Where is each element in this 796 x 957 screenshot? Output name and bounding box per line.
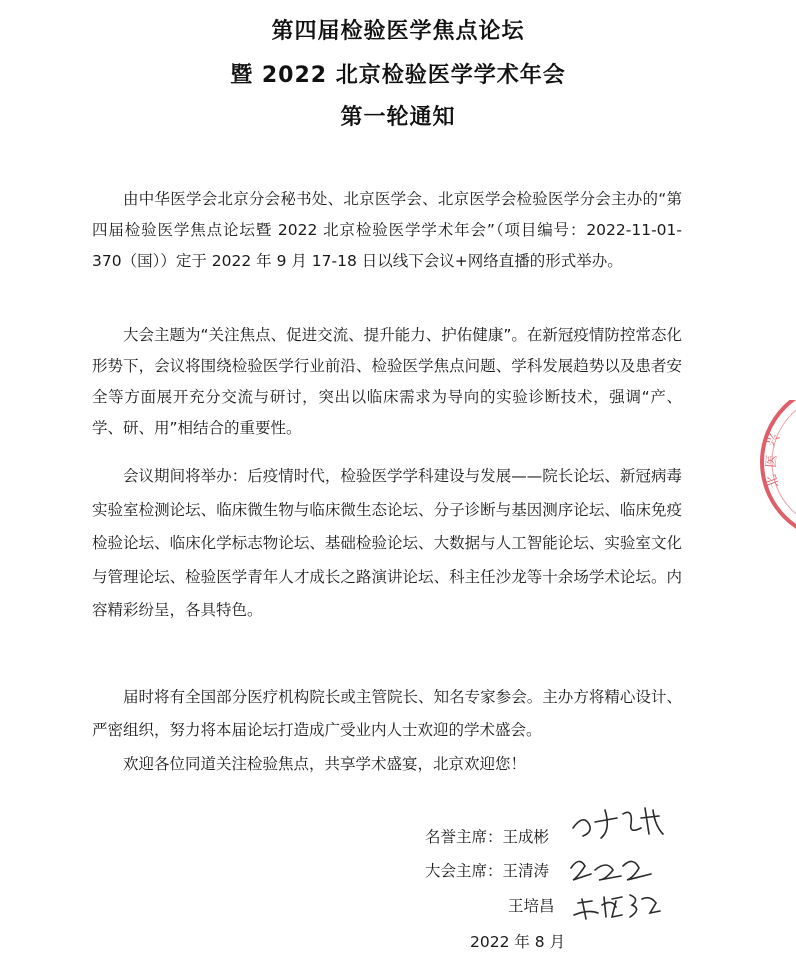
title-line-1: 第四届检验医学焦点论坛 [271,19,525,44]
svg-text:兴: 兴 [763,431,783,450]
handwritten-signature-3 [568,885,668,925]
title-line-2: 暨 2022 北京检验医学学术年会 [230,63,566,88]
honorary-chair-line: 名誉主席：王成彬 [425,828,550,846]
title-line-3: 第一轮通知 [340,105,456,130]
issue-date: 2022 年 8 月 [470,933,566,951]
red-seal-stamp [745,400,796,530]
handwritten-signature-2 [565,850,665,884]
paragraph-welcome: 欢迎各位同道关注检验焦点，共享学术盛宴，北京欢迎您！ [123,755,527,773]
third-name-line: 王培昌 [508,897,555,915]
handwritten-signature-1 [565,800,675,848]
conference-chair-line: 大会主席：王清涛 [425,862,550,880]
svg-text:医: 医 [764,454,781,469]
paragraph-intro: 由中华医学会北京分会秘书处、北京医学会、北京医学会检验医学分会主办的“第四届检验医学焦点论坛暨 2022 北京检验医学学术年会”（项目编号：2022-11-01-370（国））定于 2022 年 9 月 17-18 日以线下会议+网络直播的形式举办。 [92,190,682,270]
paragraph-theme: 大会主题为“关注焦点、促进交流、提升能力、护佑健康”。在新冠疫情防控常态化形势下，会议将围绕检验医学行业前沿、检验医学焦点问题、学科发展趋势以及患者安全等方面展开充分交流与研讨，突出以临床需求为导向的实验诊断技术，强调“产、学、研、用”相结合的重要性。 [92,326,682,437]
paragraph-attendees: 届时将有全国部分医疗机构院长或主管院长、知名专家参会。主办方将精心设计、严密组织，努力将本届论坛打造成广受业内人士欢迎的学术盛会。 [92,688,682,739]
svg-text:北: 北 [764,472,783,490]
paragraph-forums: 会议期间将举办：后疫情时代，检验医学学科建设与发展——院长论坛、新冠病毒实验室检测论坛、临床微生物与临床微生态论坛、分子诊断与基因测序论坛、临床免疫检验论坛、临床化学标志物论坛、基础检验论坛、大数据与人工智能论坛、实验室文化与管理论坛、检验医学青年人才成长之路演讲论坛、科主任沙龙等十余场学术论坛。内容精彩纷呈，各具特色。 [92,467,682,619]
